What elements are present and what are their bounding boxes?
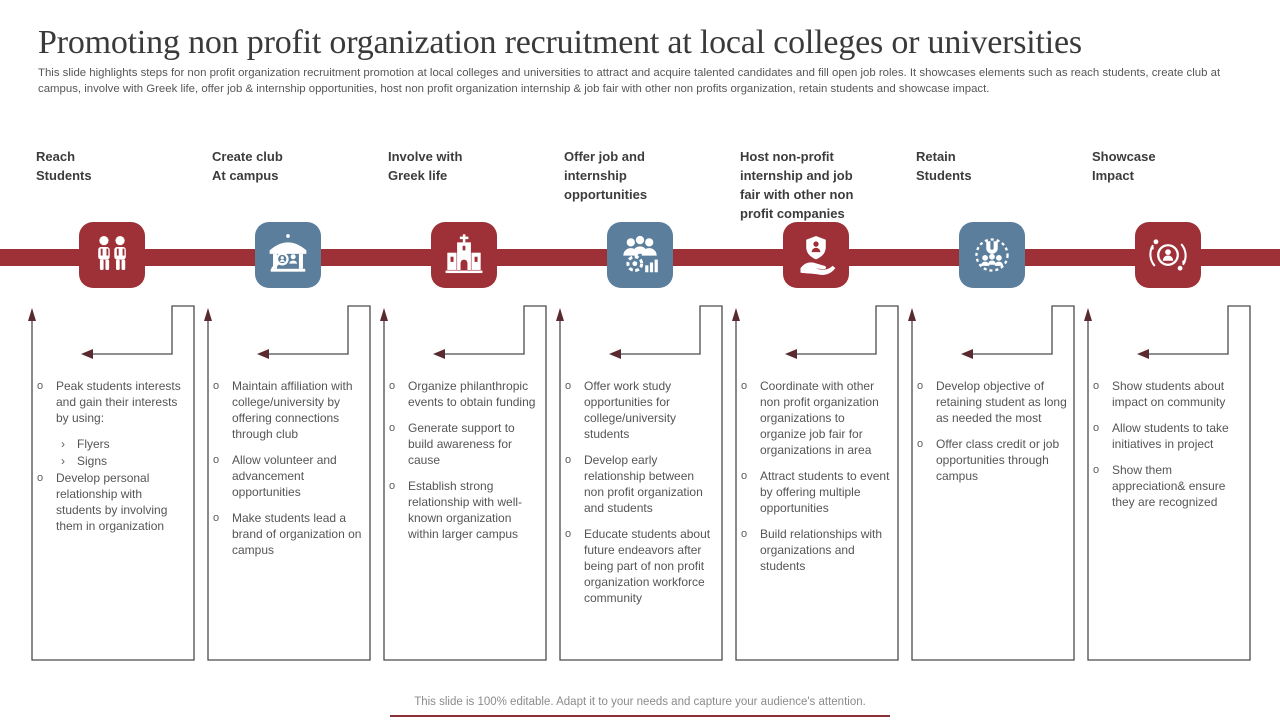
page-title: Promoting non profit organization recruitment at local colleges or universities	[38, 24, 1082, 61]
step-header-line: Greek life	[388, 168, 448, 183]
bullet-item	[739, 378, 891, 458]
step-header-line: internship and job	[740, 168, 853, 183]
step-header-line: At campus	[212, 168, 279, 183]
bullet-text: Offer work study opportunities for college/university students	[584, 379, 677, 441]
opportunities-icon	[607, 222, 673, 288]
step-column-3	[380, 145, 548, 670]
bullet-item	[1091, 462, 1243, 510]
bullet-marker: o	[389, 422, 396, 434]
slide-subtitle: This slide highlights steps for non profit organization recruitment promotion at local colleges and universities to attract and acquire talented candidates and fill open job roles. It showcases elements such as reach students, create club at campus, involve with Greek life, offer job & internship opportunities, host non profit organization internship & job fair with other non profits organization, retain students and showcase impact.	[38, 67, 1221, 95]
step-header	[740, 147, 900, 223]
showcase-impact-icon	[1135, 222, 1201, 288]
bullet-marker: o	[37, 472, 44, 484]
bullet-marker: o	[1093, 422, 1100, 434]
bullet-item	[739, 526, 891, 574]
bullet-marker: o	[389, 380, 396, 392]
step-header	[388, 147, 548, 185]
bullet-text: Make students lead a brand of organization on campus	[232, 511, 362, 557]
bullet-item	[915, 436, 1067, 484]
bullet-text: Show students about impact on community	[1112, 379, 1226, 409]
step-column-4	[556, 145, 724, 670]
sub-bullet-marker: ›	[61, 454, 65, 468]
sub-bullet-text: Flyers	[77, 437, 110, 451]
bullet-text: Organize philanthropic events to obtain funding	[408, 379, 536, 409]
bullet-item	[563, 452, 715, 516]
step-header-line: Create club	[212, 149, 283, 164]
bullet-item	[387, 378, 539, 410]
step-bullet-list	[211, 378, 363, 568]
bullet-text: Offer class credit or job opportunities through campus	[936, 437, 1060, 483]
bullet-marker: o	[1093, 464, 1100, 476]
bullet-text: Allow volunteer and advancement opportunities	[232, 453, 337, 499]
bullet-marker: o	[565, 454, 572, 466]
bullet-marker: o	[917, 438, 924, 450]
step-header-line: Retain	[916, 149, 956, 164]
bullet-item	[35, 378, 187, 426]
bullet-text: Show them appreciation& ensure they are recognized	[1112, 463, 1226, 509]
bullet-text: Educate students about future endeavors after being part of non profit organization workforce community	[584, 527, 711, 605]
bullet-text: Establish strong relationship with well-known organization within larger campus	[408, 479, 523, 541]
bullet-item	[35, 470, 187, 534]
bullet-marker: o	[565, 380, 572, 392]
sub-bullet-marker: ›	[61, 437, 65, 451]
step-header-line: Host non-profit	[740, 149, 834, 164]
step-header	[916, 147, 1076, 185]
bullet-marker: o	[565, 528, 572, 540]
step-column-5	[732, 145, 900, 670]
bullet-marker: o	[213, 454, 220, 466]
step-bullet-list	[1091, 378, 1243, 520]
sub-bullet-item	[61, 436, 187, 452]
step-column-6	[908, 145, 1076, 670]
bullet-marker: o	[37, 380, 44, 392]
step-column-7	[1084, 145, 1252, 670]
bullet-text: Allow students to take initiatives in project	[1112, 421, 1229, 451]
step-bullet-list	[35, 378, 187, 544]
bullet-text: Coordinate with other non profit organization organizations to organize job fair for organizations in area	[760, 379, 879, 457]
step-bullet-list	[739, 378, 891, 584]
bullet-marker: o	[213, 512, 220, 524]
step-header	[212, 147, 372, 185]
bullet-item	[387, 478, 539, 542]
bullet-marker: o	[741, 528, 748, 540]
bullet-marker: o	[741, 470, 748, 482]
step-header-line: profit companies	[740, 206, 845, 221]
bullet-marker: o	[389, 480, 396, 492]
step-header-line: fair with other non	[740, 187, 854, 202]
step-column-1	[28, 145, 196, 670]
bullet-marker: o	[917, 380, 924, 392]
bullet-text: Maintain affiliation with college/university by offering connections through club	[232, 379, 353, 441]
step-header-line: internship	[564, 168, 627, 183]
bullet-marker: o	[741, 380, 748, 392]
step-bullet-list	[387, 378, 539, 552]
step-header-line: Involve with	[388, 149, 463, 164]
bullet-item	[211, 510, 363, 558]
footer-divider	[390, 715, 890, 717]
step-header	[564, 147, 724, 204]
bullet-text: Develop personal relationship with students by involving them in organization	[56, 471, 168, 533]
bullet-item	[387, 420, 539, 468]
job-fair-icon	[783, 222, 849, 288]
step-column-2	[204, 145, 372, 670]
step-header	[1092, 147, 1252, 185]
step-header-line: opportunities	[564, 187, 648, 202]
sub-bullet-text: Signs	[77, 454, 108, 468]
step-header-line: Impact	[1092, 168, 1134, 183]
bullet-text: Develop early relationship between non profit organization and students	[584, 453, 703, 515]
bullet-text: Attract students to event by offering multiple opportunities	[760, 469, 890, 515]
bullet-item	[563, 378, 715, 442]
retain-students-icon	[959, 222, 1025, 288]
bullet-item	[915, 378, 1067, 426]
bullet-marker: o	[1093, 380, 1100, 392]
bullet-marker: o	[213, 380, 220, 392]
church-icon	[431, 222, 497, 288]
bullet-text: Build relationships with organizations and students	[760, 527, 883, 573]
step-header-line: Offer job and	[564, 149, 645, 164]
step-bullet-list	[563, 378, 715, 616]
footer-note: This slide is 100% editable. Adapt it to your needs and capture your audience's attention.	[414, 696, 866, 708]
campus-club-icon	[255, 222, 321, 288]
bullet-item	[563, 526, 715, 606]
bullet-item	[1091, 378, 1243, 410]
students-icon	[79, 222, 145, 288]
bullet-item	[211, 378, 363, 442]
step-header-line: Students	[916, 168, 972, 183]
bullet-text: Generate support to build awareness for cause	[408, 421, 515, 467]
step-header-line: Students	[36, 168, 92, 183]
step-header-line: Reach	[36, 149, 76, 164]
bullet-text: Develop objective of retaining student as long as needed the most	[936, 379, 1067, 425]
step-header-line: Showcase	[1092, 149, 1156, 164]
bullet-item	[1091, 420, 1243, 452]
step-bullet-list	[915, 378, 1067, 494]
bullet-item	[211, 452, 363, 500]
bullet-item	[739, 468, 891, 516]
step-header	[36, 147, 196, 185]
bullet-text: Peak students interests and gain their interests by using:	[56, 379, 181, 425]
sub-bullet-item	[61, 453, 187, 469]
